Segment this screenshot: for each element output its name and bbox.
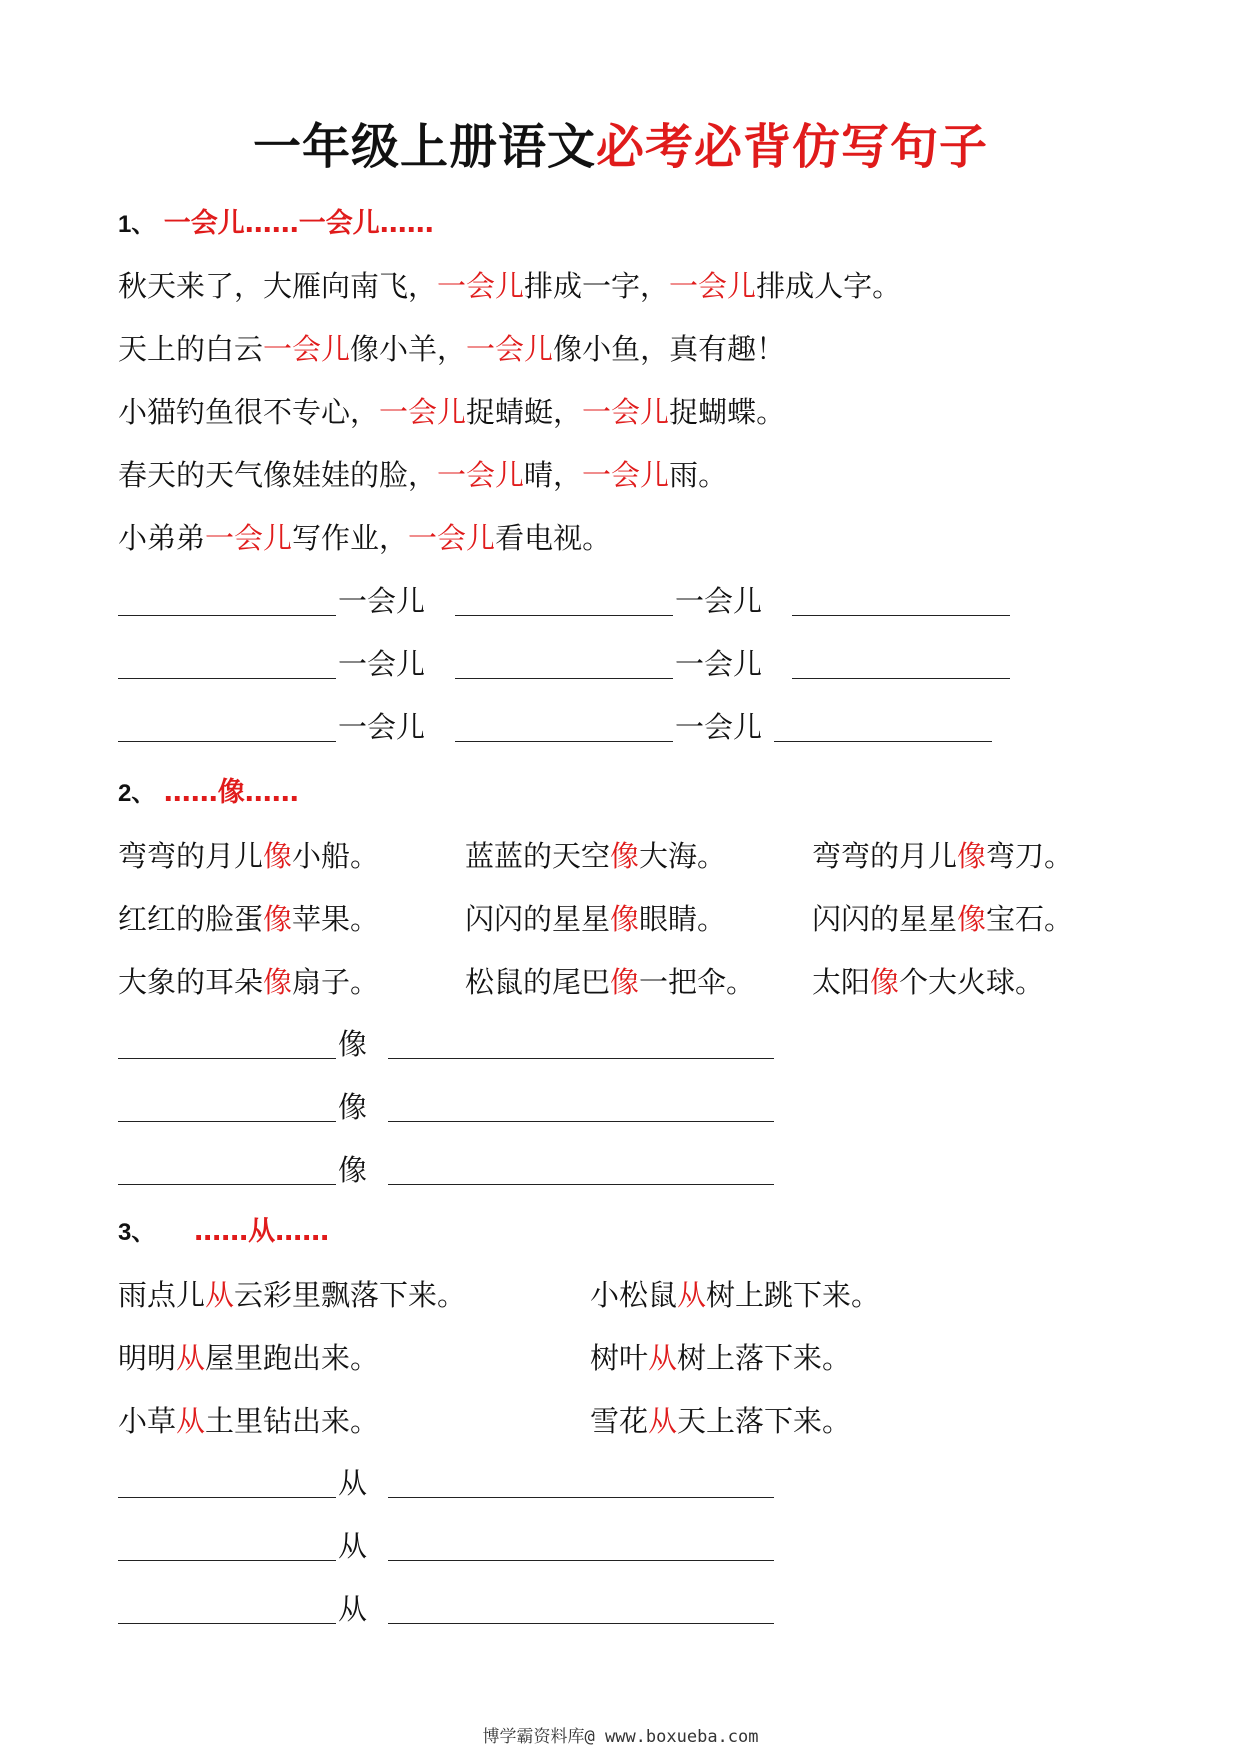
simile-sentence: 弯弯的月儿像小船。 xyxy=(118,839,380,873)
fill-blank[interactable] xyxy=(118,1184,336,1185)
from-sentence: 雨点儿从云彩里飘落下来。 xyxy=(118,1278,467,1312)
fill-blank[interactable] xyxy=(388,1497,774,1498)
fill-blank[interactable] xyxy=(118,1560,336,1561)
sentence-line: 天上的白云一会儿像小羊，一会儿像小鱼，真有趣！ xyxy=(118,332,786,366)
fill-blank[interactable] xyxy=(118,678,336,679)
fill-word: 一会儿 xyxy=(675,647,763,681)
fill-word: 一会儿 xyxy=(675,584,763,618)
sentence-line: 小猫钓鱼很不专心，一会儿捉蜻蜓，一会儿捉蝴蝶。 xyxy=(118,395,786,429)
sentence-line: 小弟弟一会儿写作业，一会儿看电视。 xyxy=(118,521,612,555)
simile-sentence: 弯弯的月儿像弯刀。 xyxy=(812,839,1074,873)
simile-sentence: 松鼠的尾巴像一把伞。 xyxy=(465,965,756,999)
fill-blank[interactable] xyxy=(118,615,336,616)
fill-blank[interactable] xyxy=(118,1058,336,1059)
fill-blank[interactable] xyxy=(388,1184,774,1185)
section-number: 2、 xyxy=(118,780,156,807)
simile-sentence: 蓝蓝的天空像大海。 xyxy=(465,839,727,873)
simile-sentence: 闪闪的星星像宝石。 xyxy=(812,902,1074,936)
simile-sentence: 红红的脸蛋像苹果。 xyxy=(118,902,380,936)
fill-blank[interactable] xyxy=(455,678,673,679)
fill-blank[interactable] xyxy=(455,741,673,742)
fill-blank[interactable] xyxy=(118,1497,336,1498)
fill-word: 一会儿 xyxy=(338,647,426,681)
section-keyword: ……从…… xyxy=(194,1216,330,1247)
fill-word: 像 xyxy=(338,1027,368,1061)
from-sentence: 雪花从天上落下来。 xyxy=(590,1404,852,1438)
fill-blank[interactable] xyxy=(388,1121,774,1122)
fill-word: 一会儿 xyxy=(338,710,426,744)
footer-watermark: 博学霸资料库@ www.boxueba.com xyxy=(482,1727,759,1747)
fill-blank[interactable] xyxy=(792,678,1010,679)
sentence-line: 秋天来了，大雁向南飞，一会儿排成一字，一会儿排成人字。 xyxy=(118,269,902,303)
section-keyword: ……像…… xyxy=(163,777,299,808)
from-sentence: 小松鼠从树上跳下来。 xyxy=(590,1278,881,1312)
from-sentence: 明明从屋里跑出来。 xyxy=(118,1341,380,1375)
simile-sentence: 闪闪的星星像眼睛。 xyxy=(465,902,727,936)
fill-blank[interactable] xyxy=(118,1623,336,1624)
fill-blank[interactable] xyxy=(118,741,336,742)
fill-blank[interactable] xyxy=(388,1623,774,1624)
fill-blank[interactable] xyxy=(118,1121,336,1122)
fill-blank[interactable] xyxy=(388,1560,774,1561)
fill-word: 从 xyxy=(338,1592,368,1626)
title-red: 必考必背仿写句子 xyxy=(596,119,989,175)
fill-word: 一会儿 xyxy=(338,584,426,618)
from-sentence: 树叶从树上落下来。 xyxy=(590,1341,852,1375)
title-black: 一年级上册语文 xyxy=(252,119,596,175)
fill-blank[interactable] xyxy=(792,615,1010,616)
sentence-line: 春天的天气像娃娃的脸，一会儿晴，一会儿雨。 xyxy=(118,458,728,492)
page-title xyxy=(0,108,1241,177)
section-number: 1、 xyxy=(118,211,156,238)
section-3-heading xyxy=(118,1214,329,1251)
fill-word: 一会儿 xyxy=(675,710,763,744)
fill-word: 从 xyxy=(338,1529,368,1563)
fill-blank[interactable] xyxy=(388,1058,774,1059)
fill-word: 像 xyxy=(338,1090,368,1124)
section-number: 3、 xyxy=(118,1219,156,1246)
fill-word: 像 xyxy=(338,1153,368,1187)
section-1-heading xyxy=(118,206,434,243)
simile-sentence: 太阳像个大火球。 xyxy=(812,965,1045,999)
simile-sentence: 大象的耳朵像扇子。 xyxy=(118,965,380,999)
fill-blank[interactable] xyxy=(774,741,992,742)
fill-word: 从 xyxy=(338,1466,368,1500)
section-2-heading xyxy=(118,775,299,812)
from-sentence: 小草从土里钻出来。 xyxy=(118,1404,380,1438)
section-keyword: 一会儿……一会儿…… xyxy=(163,208,434,239)
fill-blank[interactable] xyxy=(455,615,673,616)
